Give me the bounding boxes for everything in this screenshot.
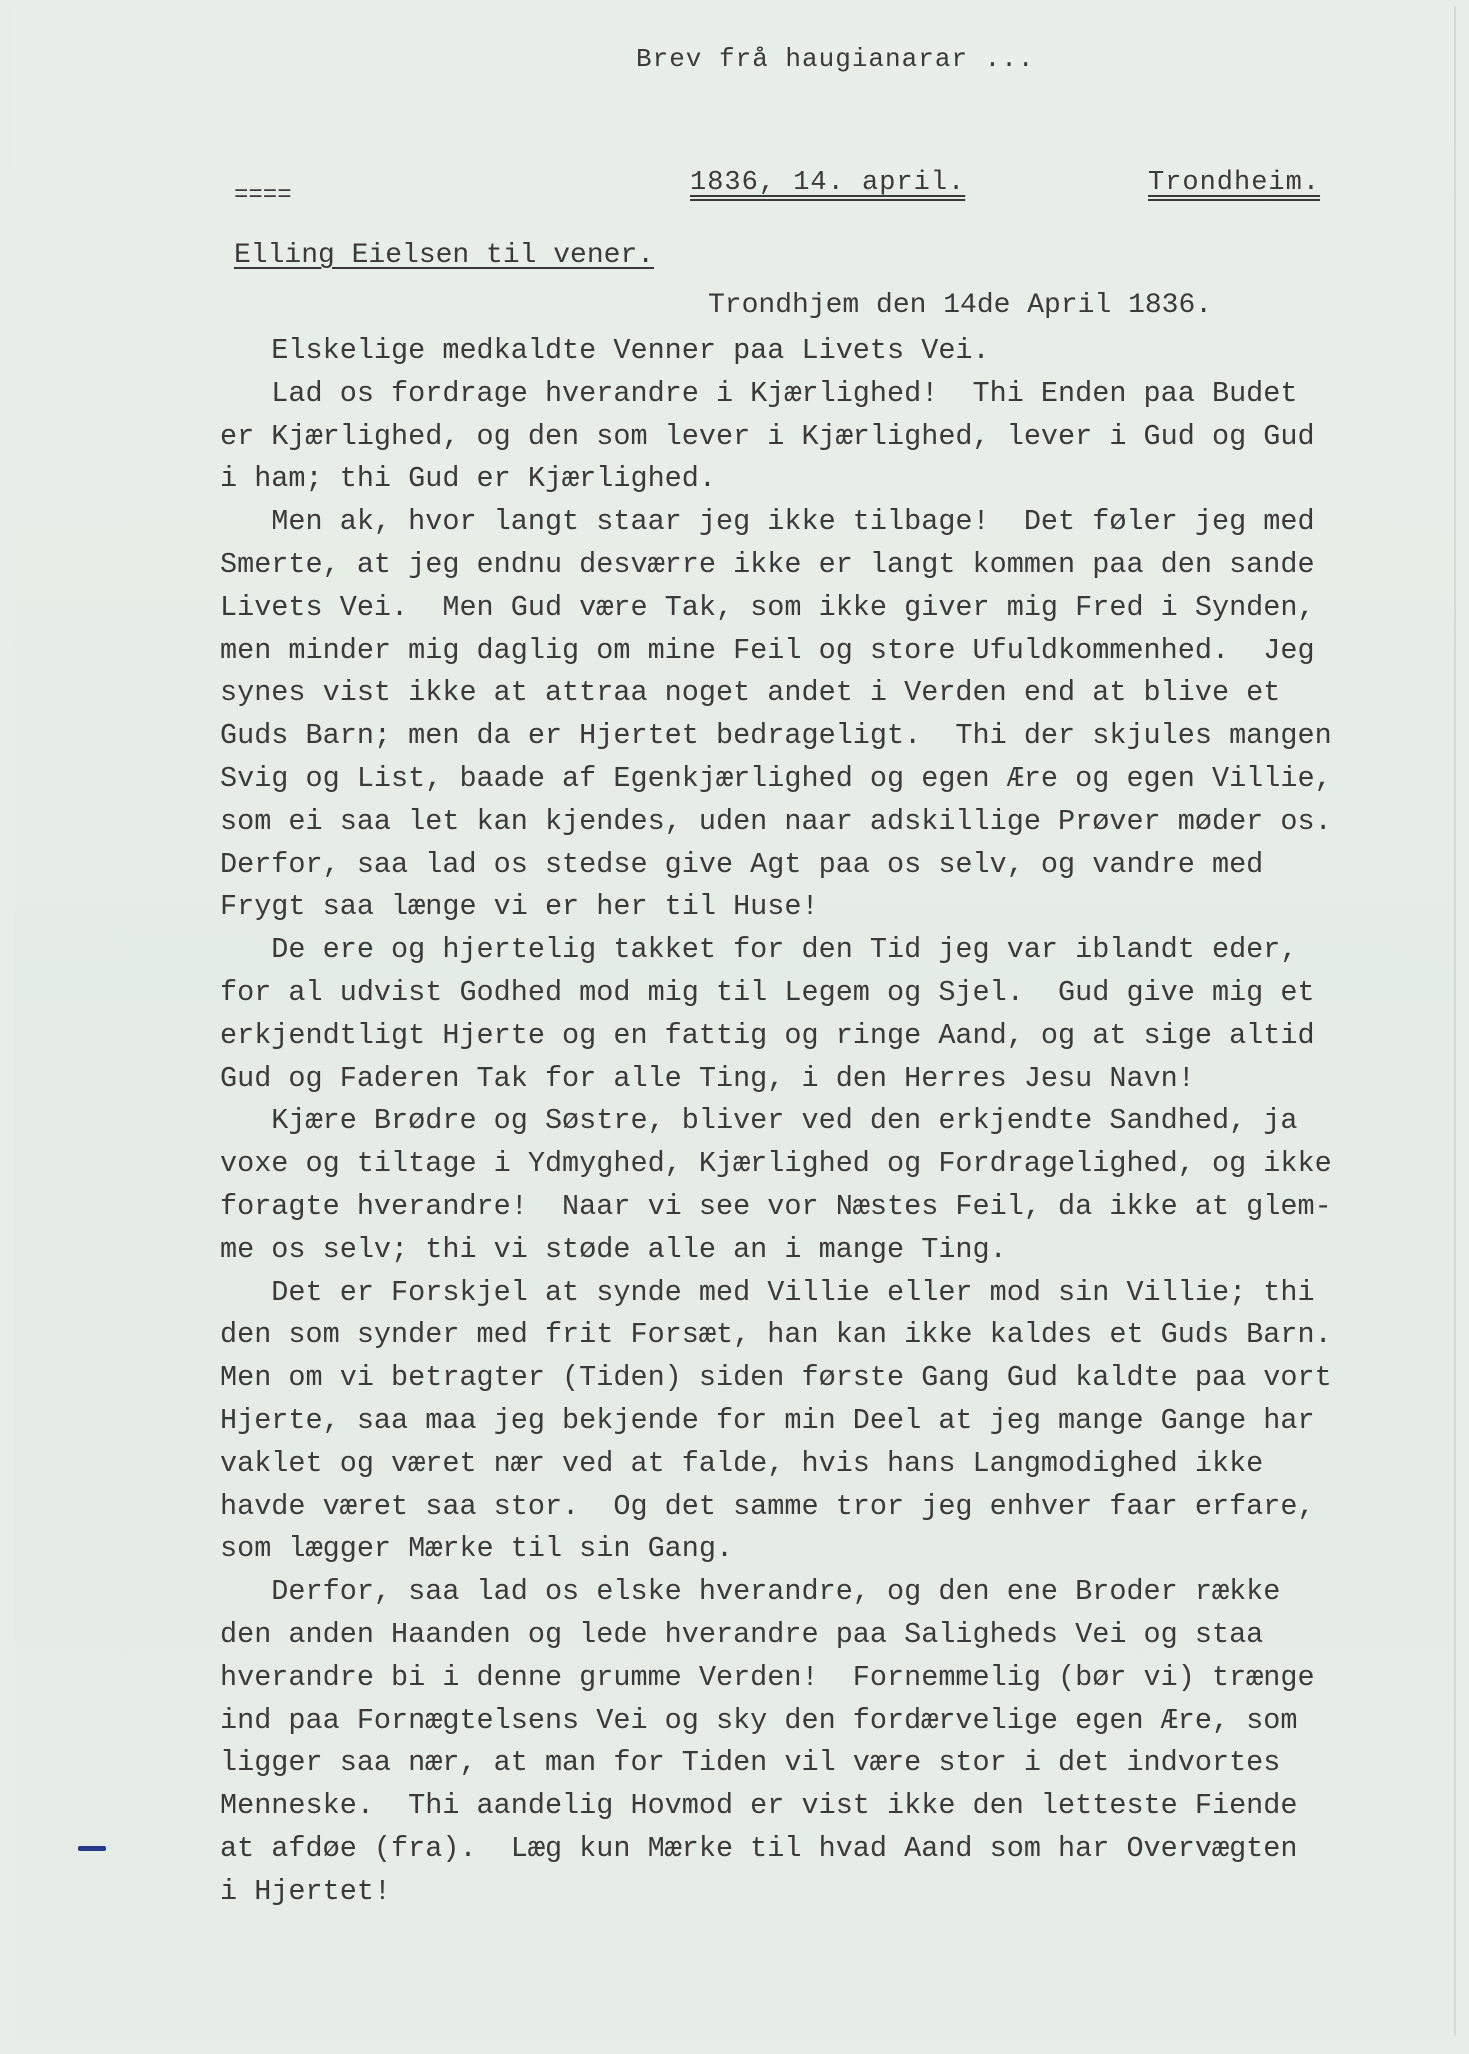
text-line: i Hjertet! — [220, 1874, 392, 1908]
letter-place: Trondheim. — [1148, 168, 1321, 198]
text-line: Smerte, at jeg endnu desværre ikke er langt kommen paa den sande — [220, 547, 1315, 581]
text-line: Det er Forskjel at synde med Villie eller mod sin Villie; thi — [220, 1275, 1315, 1309]
letter-dateline: Trondhjem den 14de April 1836. — [708, 290, 1213, 321]
text-line: Frygt saa længe vi er her til Huse! — [220, 890, 819, 924]
document-page — [14, 6, 1456, 2036]
text-line: De ere og hjertelig takket for den Tid jeg var iblandt eder, — [220, 933, 1298, 967]
text-line: for al udvist Godhed mod mig til Legem og Sjel. Gud give mig et — [220, 975, 1315, 1009]
margin-mark — [78, 1846, 106, 1851]
letter-body — [220, 330, 1390, 1913]
text-line: me os selv; thi vi støde alle an i mange Ting. — [220, 1232, 1007, 1266]
text-line: Menneske. Thi aandelig Hovmod er vist ikke den letteste Fiende — [220, 1789, 1298, 1823]
letter-title: Elling Eielsen til vener. — [234, 240, 655, 271]
text-line: at afdøe (fra). Læg kun Mærke til hvad Aand som har Overvægten — [220, 1831, 1298, 1865]
text-line: vaklet og været nær ved at falde, hvis hans Langmodighed ikke — [220, 1446, 1264, 1480]
section-marker: ==== — [234, 182, 292, 209]
text-line: synes vist ikke at attraa noget andet i Verden end at blive et — [220, 676, 1281, 710]
text-line: den som synder med frit Forsæt, han kan ikke kaldes et Guds Barn. — [220, 1318, 1332, 1352]
text-line: Men om vi betragter (Tiden) siden første Gang Gud kaldte paa vort — [220, 1361, 1332, 1395]
text-line: Lad os fordrage hverandre i Kjærlighed! Thi Enden paa Budet — [220, 376, 1298, 410]
text-line: i ham; thi Gud er Kjærlighed. — [220, 462, 716, 496]
text-line: som ei saa let kan kjendes, uden naar adskillige Prøver møder os. — [220, 804, 1332, 838]
document-header: Brev frå haugianarar ... — [636, 44, 1035, 74]
text-line: ligger saa nær, at man for Tiden vil være stor i det indvortes — [220, 1746, 1281, 1780]
letter-date: 1836, 14. april. — [690, 168, 966, 198]
text-line: er Kjærlighed, og den som lever i Kjærlighed, lever i Gud og Gud — [220, 419, 1315, 453]
text-line: men minder mig daglig om mine Feil og store Ufuldkommenhed. Jeg — [220, 633, 1315, 667]
text-line: Derfor, saa lad os elske hverandre, og den ene Broder række — [220, 1575, 1281, 1609]
text-line: erkjendtligt Hjerte og en fattig og ringe Aand, og at sige altid — [220, 1018, 1315, 1052]
text-line: foragte hverandre! Naar vi see vor Næstes Feil, da ikke at glem- — [220, 1189, 1332, 1223]
text-line: som lægger Mærke til sin Gang. — [220, 1532, 734, 1566]
text-line: Guds Barn; men da er Hjertet bedrageligt. Thi der skjules mangen — [220, 719, 1332, 753]
text-line: Kjære Brødre og Søstre, bliver ved den erkjendte Sandhed, ja — [220, 1104, 1298, 1138]
text-line: Derfor, saa lad os stedse give Agt paa os selv, og vandre med — [220, 847, 1264, 881]
text-line: havde været saa stor. Og det samme tror jeg enhver faar erfare, — [220, 1489, 1315, 1523]
text-line: hverandre bi i denne grumme Verden! Fornemmelig (bør vi) trænge — [220, 1660, 1315, 1694]
text-line: Svig og List, baade af Egenkjærlighed og egen Ære og egen Villie, — [220, 761, 1332, 795]
text-line: Men ak, hvor langt staar jeg ikke tilbage! Det føler jeg med — [220, 505, 1315, 539]
text-line: voxe og tiltage i Ydmyghed, Kjærlighed og Fordragelighed, og ikke — [220, 1147, 1332, 1181]
text-line: ind paa Fornægtelsens Vei og sky den fordærvelige egen Ære, som — [220, 1703, 1298, 1737]
text-line: Elskelige medkaldte Venner paa Livets Vei. — [220, 334, 990, 367]
text-line: Gud og Faderen Tak for alle Ting, i den Herres Jesu Navn! — [220, 1061, 1195, 1095]
text-line: Livets Vei. Men Gud være Tak, som ikke giver mig Fred i Synden, — [220, 590, 1315, 624]
text-line: Hjerte, saa maa jeg bekjende for min Deel at jeg mange Gange har — [220, 1403, 1315, 1437]
text-line: den anden Haanden og lede hverandre paa Saligheds Vei og staa — [220, 1617, 1264, 1651]
